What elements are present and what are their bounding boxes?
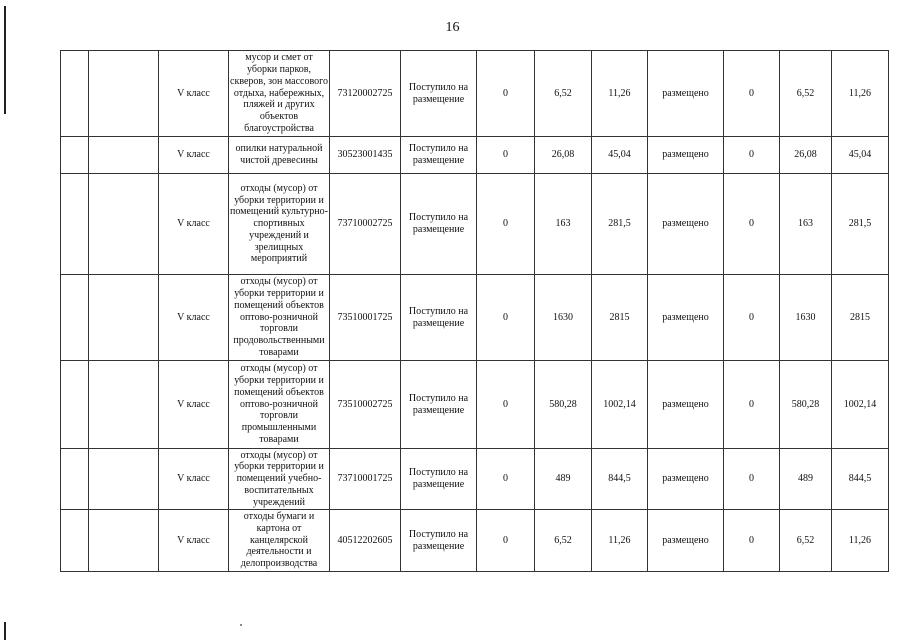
value-cell-4: 0 [724,174,780,275]
hazard-class-cell: V класс [159,510,229,572]
value-cell-1: 0 [477,51,535,137]
waste-name-cell: отходы (мусор) от уборки территории и помещений культурно-спортивных учреждений и зрелищных мероприятий [229,174,330,275]
empty-cell [89,510,159,572]
value-cell-3: 844,5 [592,449,648,510]
table-row [61,361,889,449]
operation-cell: Поступило на размещение [401,137,477,174]
status-cell: размещено [648,275,724,361]
empty-cell [61,510,89,572]
waste-table [60,50,889,572]
value-cell-1: 0 [477,361,535,449]
value-cell-4: 0 [724,449,780,510]
value-cell-4: 0 [724,275,780,361]
fkko-code-cell: 73710001725 [330,449,401,510]
fkko-code-cell: 73120002725 [330,51,401,137]
value-cell-6: 11,26 [832,510,889,572]
value-cell-1: 0 [477,275,535,361]
value-cell-1: 0 [477,449,535,510]
value-cell-2: 580,28 [535,361,592,449]
value-cell-5: 489 [780,449,832,510]
waste-name-cell: опилки натуральной чистой древесины [229,137,330,174]
empty-cell [89,174,159,275]
hazard-class-cell: V класс [159,275,229,361]
waste-name-cell: отходы (мусор) от уборки территории и помещений объектов оптово-розничной торговли промышленными товарами [229,361,330,449]
status-cell: размещено [648,174,724,275]
value-cell-6: 281,5 [832,174,889,275]
hazard-class-cell: V класс [159,174,229,275]
empty-cell [89,361,159,449]
empty-cell [61,361,89,449]
value-cell-1: 0 [477,174,535,275]
table-row [61,174,889,275]
value-cell-4: 0 [724,51,780,137]
table-row [61,510,889,572]
operation-cell: Поступило на размещение [401,174,477,275]
scan-speck [240,624,242,626]
operation-cell: Поступило на размещение [401,51,477,137]
table-row [61,137,889,174]
value-cell-5: 163 [780,174,832,275]
value-cell-2: 6,52 [535,510,592,572]
status-cell: размещено [648,137,724,174]
status-cell: размещено [648,51,724,137]
operation-cell: Поступило на размещение [401,275,477,361]
fkko-code-cell: 73710002725 [330,174,401,275]
table-row [61,51,889,137]
value-cell-5: 6,52 [780,51,832,137]
hazard-class-cell: V класс [159,51,229,137]
empty-cell [61,51,89,137]
empty-cell [61,275,89,361]
hazard-class-cell: V класс [159,361,229,449]
value-cell-2: 1630 [535,275,592,361]
empty-cell [89,51,159,137]
waste-name-cell: отходы (мусор) от уборки территории и помещений учебно-воспитательных учреждений [229,449,330,510]
hazard-class-cell: V класс [159,137,229,174]
value-cell-4: 0 [724,137,780,174]
value-cell-6: 11,26 [832,51,889,137]
value-cell-4: 0 [724,361,780,449]
status-cell: размещено [648,361,724,449]
operation-cell: Поступило на размещение [401,361,477,449]
hazard-class-cell: V класс [159,449,229,510]
status-cell: размещено [648,449,724,510]
fkko-code-cell: 73510001725 [330,275,401,361]
value-cell-5: 580,28 [780,361,832,449]
value-cell-5: 1630 [780,275,832,361]
value-cell-1: 0 [477,510,535,572]
value-cell-2: 26,08 [535,137,592,174]
empty-cell [89,449,159,510]
table-row [61,449,889,510]
value-cell-1: 0 [477,137,535,174]
empty-cell [89,137,159,174]
value-cell-4: 0 [724,510,780,572]
value-cell-3: 11,26 [592,510,648,572]
table-body [61,51,889,572]
empty-cell [61,449,89,510]
page-number: 16 [445,20,460,35]
operation-cell: Поступило на размещение [401,510,477,572]
value-cell-3: 2815 [592,275,648,361]
value-cell-6: 1002,14 [832,361,889,449]
value-cell-6: 2815 [832,275,889,361]
waste-name-cell: отходы (мусор) от уборки территории и помещений объектов оптово-розничной торговли продовольственными товарами [229,275,330,361]
value-cell-3: 281,5 [592,174,648,275]
value-cell-2: 163 [535,174,592,275]
fkko-code-cell: 30523001435 [330,137,401,174]
status-cell: размещено [648,510,724,572]
value-cell-3: 1002,14 [592,361,648,449]
operation-cell: Поступило на размещение [401,449,477,510]
table-row [61,275,889,361]
fkko-code-cell: 40512202605 [330,510,401,572]
empty-cell [89,275,159,361]
empty-cell [61,137,89,174]
fkko-code-cell: 73510002725 [330,361,401,449]
value-cell-2: 489 [535,449,592,510]
value-cell-3: 45,04 [592,137,648,174]
waste-name-cell: мусор и смет от уборки парков, скверов, зон массового отдыха, набережных, пляжей и других объектов благоустройства [229,51,330,137]
value-cell-6: 45,04 [832,137,889,174]
waste-name-cell: отходы бумаги и картона от канцелярской деятельности и делопроизводства [229,510,330,572]
value-cell-6: 844,5 [832,449,889,510]
value-cell-3: 11,26 [592,51,648,137]
value-cell-5: 26,08 [780,137,832,174]
empty-cell [61,174,89,275]
page-edge-mark-bottom [4,622,6,640]
value-cell-5: 6,52 [780,510,832,572]
value-cell-2: 6,52 [535,51,592,137]
